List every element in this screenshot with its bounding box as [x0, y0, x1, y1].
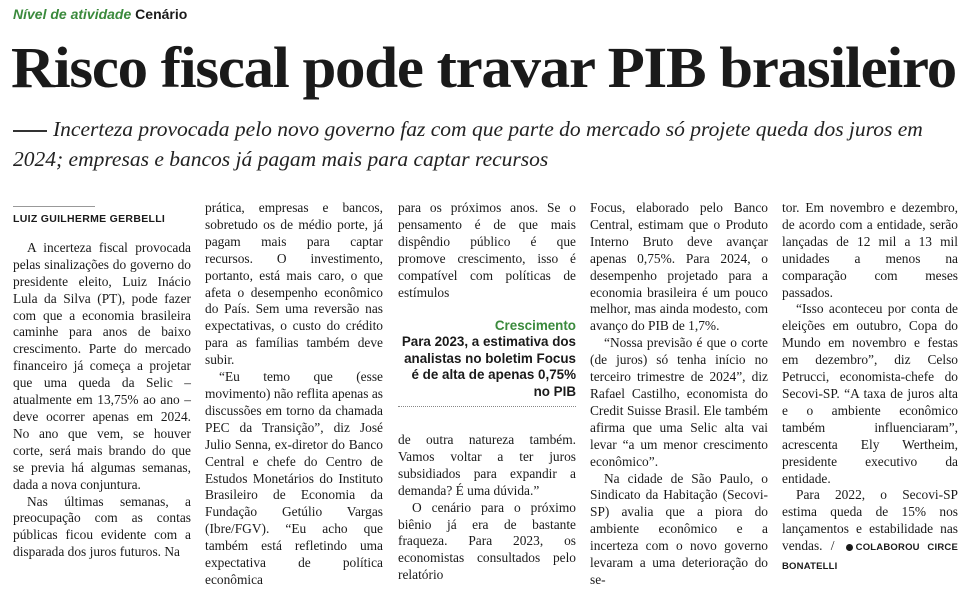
paragraph: “Isso aconteceu por conta de eleições em outubro, Copa do Mundo em novembro e festas em dezembro”, diz Celso Petrucci, economista-chefe do Secovi-SP. “A taxa de juros alta e o ambiente econômico também influenciaram”, acrescenta Ely Wertheim, presidente executivo da entidade. — [782, 301, 958, 486]
paragraph: prática, empresas e bancos, sobretudo os de médio porte, já pagam mais para captar recursos. O investimento, portanto, está mais caro, o que afeta o desempenho econômico do País. Sem uma reversão nas expectativas, o custo do crédito para as famílias também deve subir. — [205, 200, 383, 368]
column-3-bottom — [398, 432, 576, 584]
section-label: Nível de atividade — [13, 6, 132, 22]
paragraph: de outra natureza também. Vamos voltar a ter juros subsidiados para expandir a demanda? É uma dúvida.” — [398, 432, 576, 498]
paragraph: tor. Em novembro e dezembro, de acordo com a entidade, serão lançadas de 12 mil a 13 mil unidades a menos na comparação com meses passados. — [782, 200, 958, 300]
subsection-label: Cenário — [135, 6, 188, 22]
paragraph: Nas últimas semanas, a preocupação com as contas públicas ficou evidente com a disparada dos juros futuros. Na — [13, 493, 191, 560]
column-4 — [590, 200, 768, 589]
section-kicker — [13, 6, 187, 22]
bullet-icon — [846, 544, 853, 551]
credit: COLABOROU CIRCE BONATELLI — [782, 542, 958, 573]
deck-text: Incerteza provocada pelo novo governo faz com que parte do mercado só projete queda dos juros em 2024; empresas e bancos já pagam mais para captar recursos — [13, 117, 923, 171]
pull-quote — [398, 318, 576, 407]
column-1 — [13, 198, 191, 561]
deck — [13, 114, 963, 174]
column-5 — [782, 200, 958, 576]
paragraph: A incerteza fiscal provocada pelas sinalizações do governo do presidente eleito, Luiz Inácio Lula da Silva (PT), pode fazer com que a economia brasileira caminhe para anos de baixo crescimento. Parte do mercado financeiro já começa a projetar que uma queda da Selic – atualmente em 13,75% ao ano – deve ocorrer apenas em 2024. No ano que vem, se houver corte, será mais brando do que se previa há algumas semanas, dada a nova conjuntura. — [13, 239, 191, 492]
deck-dash — [13, 130, 47, 132]
pull-quote-text: Para 2023, a estimativa dos analistas no boletim Focus é de alta de apenas 0,75% no PIB — [401, 334, 576, 399]
byline: LUIZ GUILHERME GERBELLI — [13, 206, 95, 228]
column-2 — [205, 200, 383, 589]
column-3-top — [398, 200, 576, 301]
paragraph: “Nossa previsão é que o corte (de juros) só tenha início no terceiro trimestre de 2024”, diz Rafael Castilho, economista do Credit Suisse Brasil. Ele também afirma que uma Selic alta vai levar “a um menor crescimento econômico”. — [590, 335, 768, 469]
paragraph: Na cidade de São Paulo, o Sindicato da Habitação (Secovi-SP) avalia que a piora do ambiente econômico e a incerteza com o novo governo levaram a uma deterioração do se- — [590, 470, 768, 587]
paragraph — [782, 487, 958, 576]
paragraph: Focus, elaborado pelo Banco Central, estimam que o Produto Interno Bruto deve avançar apenas 0,75%. Para 2024, o desempenho projetado para a economia brasileira é um pouco melhor, mas ainda modesto, com avanço do PIB de 1,7%. — [590, 200, 768, 334]
paragraph: para os próximos anos. Se o pensamento é de que mais dispêndio público é que promove crescimento, isso é compatível com políticas de estímulos — [398, 200, 576, 300]
pull-quote-label: Crescimento — [494, 318, 576, 333]
paragraph: “Eu temo que (esse movimento) não reflita apenas as discussões em torno da chamada PEC da Transição”, diz José Julio Senna, ex-diretor do Banco Central e chefe do Centro de Estudos Monetários do Instituto Brasileiro de Economia da Fundação Getúlio Vargas (Ibre/FGV). “Eu acho que também está refletindo uma expectativa de política econômica — [205, 369, 383, 587]
paragraph-text: Para 2022, o Secovi-SP estima queda de 15% nos lançamentos e estabilidade nas vendas. / — [782, 487, 958, 554]
paragraph: O cenário para o próximo biênio já era de bastante fraqueza. Para 2023, os economistas consultados pelo relatório — [398, 499, 576, 583]
headline: Risco fiscal pode travar PIB brasileiro — [11, 35, 956, 100]
